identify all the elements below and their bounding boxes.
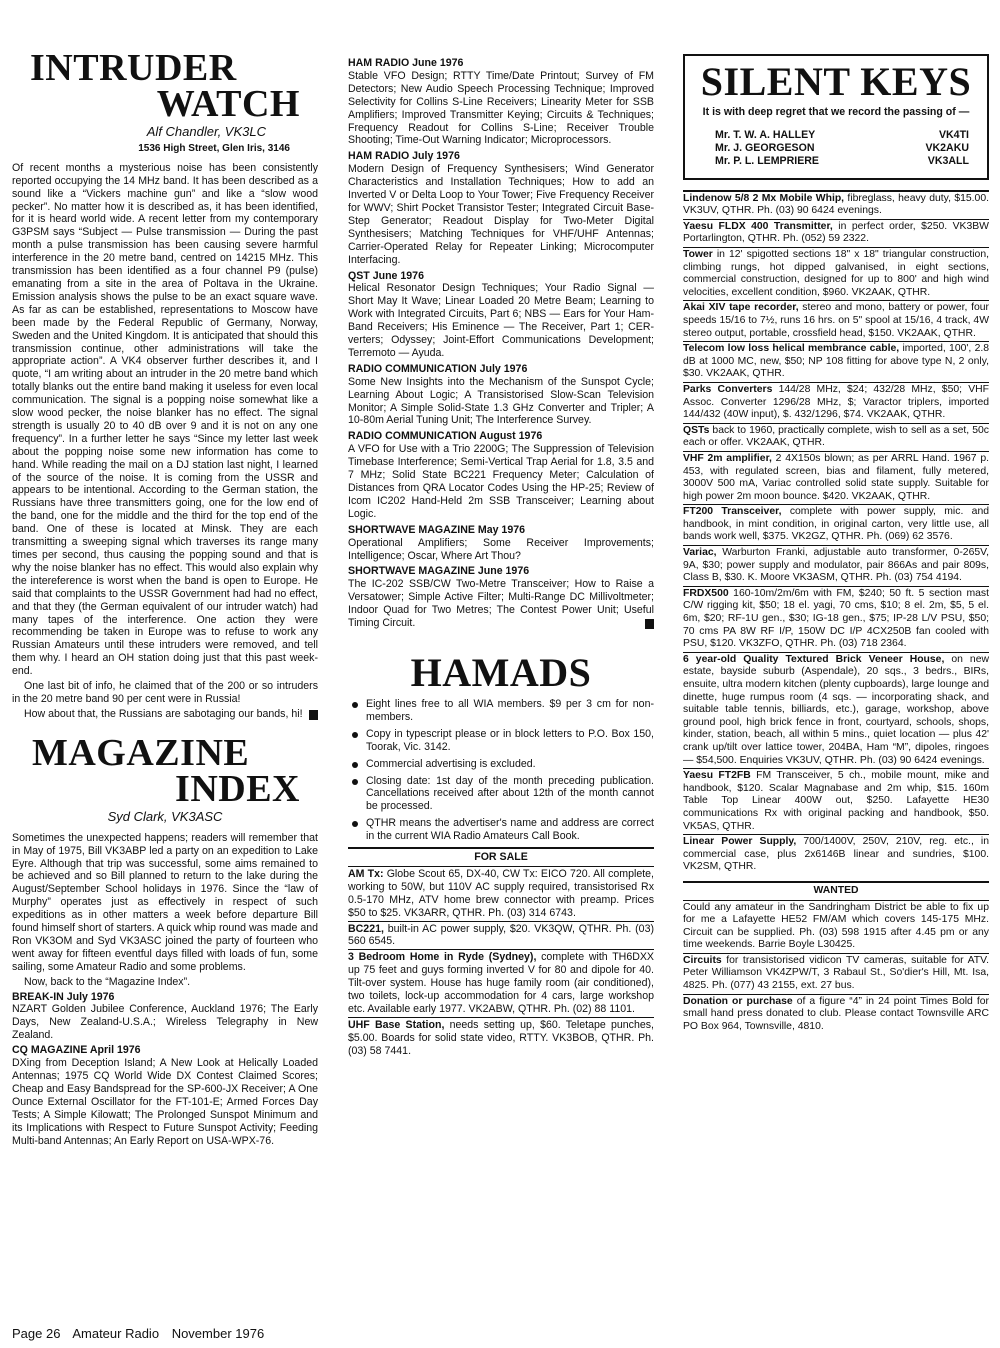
index-entry-text: Operational Amplifiers; Some Receiver Improvements; Intelligence; Oscar, Where Art Thou? [348, 536, 654, 562]
index-entry-heading: CQ MAGAZINE April 1976 [12, 1044, 141, 1057]
index-entry-text: DXing from Deception Island; A New Look at Helically Loaded Antennas; 1975 CQ World Wide DX Contest Claimed Scores; Cheap and Easy Bandspread for the SP-600-JX Receiver; A One Ounce External Oscillator for the FT-101-E; Armed Forces Day Tests; A Simple Kilowatt; The Prolonged Sunspot Minimum and its Implications with Respect to Future Sunspot Activity; Feeding Multi-band Antennas; An Early Report on USA-WPX-76. [12, 1057, 318, 1147]
index-entry-text: A VFO for Use with a Trio 2200G; The Suppression of Television Timebase Interference; Semi-Vertical Trap Aerial for 1.8, 3.5 and 7 MHz; Solid State BC221 Frequency Meter; Calculation of Distances from QRA Locator Codes Using the HP-25; Review of Icom IC202 Hand-Held 2m SSB Transceiver; Learning about Logic. [348, 443, 654, 520]
classified-ad [683, 586, 989, 652]
wanted-ad [683, 994, 989, 1035]
footer-page-number: Page 26 [12, 1326, 61, 1341]
ad-lead: Linear Power Supply, [683, 836, 797, 848]
silent-key-entry [695, 155, 977, 168]
magazine-index-continued [348, 57, 654, 630]
index-entry-heading: QST June 1976 [348, 269, 424, 282]
index-entry-text: Helical Resonator Design Techniques; Your Radio Signal — Short May It Wave; Linear Loaded 20 Metre Beam; Learning to Work with Integrated Circuits, Part 6; NBS — Ears for Your Ham-Band Receivers; His Eminence — The Receiver, Part 1; CER-verters; Odyssey; Joint-Effort Communications Development; Terremoto — Ayuda. [348, 282, 654, 359]
magazine-index-intro: Sometimes the unexpected happens; readers will remember that in May of 1975, Bill VK3ABP led a party on an expedition to Lake Eyre. Although that trip was successful, some aims remained to be achieved and so Bill planned to return to the lake during the August/September School holidays in 1976. Since the “law of Murphy” operates just as effectively in respect of such expeditions as in other matters a week before departure Bill found himself short of starters. A quick whip round was made and Ron VK3OM and Syd VK3ASC joined the party of fourteen who went away for fifteen eventful days filled with loads of fun, some sailing, some Amateur Radio and some problems. [12, 831, 318, 973]
ad-lead: Circuits [683, 954, 722, 966]
classified-ad [348, 1017, 654, 1059]
intruder-paragraph-2: One last bit of info, he claimed that of the 200 or so intruders in the 20 metre band 90 per cent were in Russia! [12, 680, 318, 705]
silent-key-entry [695, 142, 977, 155]
index-entry-heading: RADIO COMMUNICATION July 1976 [348, 362, 528, 375]
ad-text: 160-10m/2m/6m with FM, $240; 50 ft. 5 section mast C/W rigging kit, $50; 18 el. yagi, 70 cms, $10; 8 el. 2m, $5, 5 el. 6m, $20; RF-1U gen., $30; IG-18 gen., $75; IP-28 L/V PSU, $50; 70 cms PA 8W RF I/P, 150W DC I/P 4CX250B fan cooled with PSU, $120. VK3ZFO, QTHR. Ph. (03) 718 2364. [683, 587, 989, 650]
wanted-ad [683, 953, 989, 994]
classified-ad [348, 867, 654, 921]
silent-keys-box [683, 54, 989, 180]
classified-ad [683, 341, 989, 382]
classified-ad [683, 504, 989, 545]
ad-text: needs setting up, $60. Teletape punches, $5.00. Boards for solid state video, RTTY. VK3BOB, QTHR. Ph. (03) 58 7441. [348, 1018, 655, 1057]
footer-issue-date: November 1976 [171, 1326, 265, 1341]
silent-key-entry [695, 129, 977, 142]
index-entry-heading: RADIO COMMUNICATION August 1976 [348, 430, 543, 443]
ad-lead: Lindenow 5/8 2 Mx Mobile Whip, [683, 192, 845, 204]
classified-ad [683, 451, 989, 504]
ad-text: in 12' spigotted sections 18" x 18" triangular construction, climbing rungs, hot dipped galvanised, in eight sections, commercial construction, designed for up to 800' and high wind velocities, excellent condition, $960. VK2AAK, QTHR. [683, 249, 989, 298]
ad-text: for transistorised vidicon TV cameras, suitable for ATV. Peter Williamson VK4ZPW/T, 3 Rabaul St., So'dier's Hill, Mt. Isa, 4825. Ph. (077) 43 2155, ext. 27 bus. [683, 954, 989, 992]
end-of-article-mark [309, 710, 318, 720]
classified-ad [348, 949, 654, 1017]
ad-text: Globe Scout 65, DX-40, CW Tx: EICO 720. All complete, working to 50W, but 110V AC supply required, transistorised Rx 0.5-170 MHz, ATV home brew connector with preamp. Prices $50 to $25. VK3ARR, QTHR. Ph. (03) 314 6743. [348, 867, 654, 919]
classified-ad [683, 247, 989, 300]
ad-lead: Parks Converters [683, 383, 773, 395]
ad-lead: Variac, [683, 547, 717, 559]
page-footer [12, 1326, 273, 1341]
index-entry-text: NZART Golden Jubilee Conference, Auckland 1976; The Early Days, New Zealand-U.S.A.; Wireless Telegraphy in New Zealand. [12, 1003, 318, 1042]
magazine-index-author: Syd Clark, VK3ASC [107, 808, 223, 824]
silent-key-name: Mr. P. L. LEMPRIERE [715, 154, 819, 167]
ad-lead: BC221, [348, 922, 384, 935]
classified-ad [683, 652, 989, 768]
classified-ad [348, 921, 654, 950]
end-of-article-mark [645, 619, 654, 629]
index-entry-text: Modern Design of Frequency Synthesisers; Wind Generator Characteristics and Installation Techniques; How to add an Inverted V or Delta Loop to Your Tower; Five Frequency Receiver for WWV; Shirt Pocket Transistor Tester; Integrated Circuit Base-Step Generator; Readout Display for Two-Meter Digital Synthesisers; Matching Techniques for VHF/UHF Antennas; Carrier-Operated Relay for Repeater Linking; Microcomputer Interfacing. [348, 163, 654, 266]
classified-ad [683, 423, 989, 451]
classified-ad [683, 768, 989, 834]
ad-lead: 3 Bedroom Home in Ryde (Sydney), [348, 951, 537, 964]
ad-lead: FT200 Transceiver, [683, 506, 782, 518]
ad-text: Warburton Franki, adjustable auto transformer, 0-265V, 9A, $30; power supply and modulator, pair 866As and pair 809s, Class B, $30. K. Moore VK3ASM, QTHR. Ph. (03) 754 4194. [683, 547, 989, 584]
silent-key-callsign: VK2AKU [925, 141, 969, 154]
ad-text: 144/28 MHz, $24; 432/28 MHz, $50; VHF Assoc. Converter 1296/28 MHz, $; Varactor triplers, imported 144/432 (40W input), $. 432/1296, $74. VK2AAK, QTHR. [683, 383, 990, 421]
ad-text: imported, 100', 2.8 dB at 1000 MC, new, $50; NP 108 fitting for above type N, 2 only, $30. VK2AAK, QTHR. [683, 343, 990, 380]
ad-lead: Telecom low loss helical membrance cable, [683, 343, 900, 355]
classified-ad [683, 219, 989, 247]
magazine-index-article [12, 731, 318, 1148]
for-sale-ads-right [683, 190, 989, 1035]
index-entry-heading: SHORTWAVE MAGAZINE June 1976 [348, 565, 530, 578]
silent-key-name: Mr. T. W. A. HALLEY [715, 128, 816, 141]
silent-key-callsign: VK4TI [938, 128, 969, 141]
intruder-closing-text: How about that, the Russians are sabotaging our bands, hi! [24, 707, 303, 720]
ad-text: built-in AC power supply, $20. VK3QW, QTHR. Ph. (03) 560 6545. [348, 922, 654, 948]
index-entry-heading: BREAK-IN July 1976 [12, 990, 115, 1003]
ad-text: FM Transceiver, 5 ch., mobile mount, mike and handbook, $120. Scalar Magnabase and 2m whip, $15. 160m Table Top Linear 400W out, $250. Lafayette HE30 communications Rx with original packing and handbook, $50. VK5AS, QTHR. [683, 770, 989, 832]
ad-lead: Yaesu FT2FB [683, 770, 751, 782]
index-entry-text: Some New Insights into the Mechanism of the Sunspot Cycle; Learning About Logic; A Transistorised Slow-Scan Television Monitor; A Simple Solid-State 1.3 GHz Converter and Tripler; A 10-80m Aerial Tuning Unit; The Interference Survey. [348, 375, 654, 427]
intruder-address: 1536 High Street, Glen Iris, 3146 [138, 142, 290, 154]
intruder-watch-article [12, 47, 318, 721]
ad-lead: FRDX500 [683, 587, 729, 599]
intruder-paragraph-1: Of recent months a mysterious noise has been consistently reported occupying the 14 MHz band. It has been described as a sound like a “Vickers machine gun” and like a “slow wood pecker”. No matter how it is described as, it has been identified, for it is heard world wide. A recent letter from my contemporary G3PSM says “Subject — Pulse transmission — During the past month a pulse transmission has been causing severe harmful interference in the 20 metre band, centred on 14215 MHz. This transmission has been identified as a four channel P9 (pulse) emanating from a site in the area of Poltava in the Ukraine. Emission analysis shows the pulse to be an exact square wave. As far as can be established, representations to Moscow have been made by the Federal Republic of Germany, Norway, Sweden and the United Kingdom. It is anticipated that should this transmission continue, other administrations will take the appropriate action”. A VK4 observer further describes it, and I quote, “I am writing about an intruder in the 20 metre band which totally blanks out the entire band making it useless for even local communication. The signal is a popping noise somewhat like a slow wood pecker, the noise blanker has no effect. The signal strength is usually 20 to 40 dB over 9 and it is not on any one frequency”. In a further letter he says “Since my letter last week about the popping noise some new information has come to hand. While reading the mail on a DJ station last night, I learned of the source of the noise. It is coming from the USSR and appears to be intentional. According to the German station, the Russians have three transmitters going, one for the low end of the band, one for the middle and the third for the top end of the band. One of these is located at Minsk. They are each transmitting a sweeping signal which traverses its range many times per second, thus causing the popping sound and that is why the noise blanker has no effect. This would also explain why the intereference is worst when the band is open to Europe. He said that complaints to the USSR Government had had no effect, and that they (the German equivalent of our intruder watch) had many tapes of the interference. One action they were recommending be taken in Europe was to refuse to work any Russian Amateurs until these intruders were removed, and tell them why. I heard an OH station doing just that this past week-end. [12, 161, 318, 678]
ad-lead: 6 year-old Quality Textured Brick Veneer House, [683, 653, 945, 665]
magazine-index-intro-2: Now, back to the “Magazine Index”. [24, 975, 191, 988]
magazine-index-title-line2: INDEX [175, 767, 300, 810]
hamads-rule: Copy in typescript please or in block letters to P.O. Box 150, Toorak, Vic. 3142. [348, 728, 654, 754]
magazine-index-title-line1: MAGAZINE [32, 731, 250, 774]
hamads-rule: QTHR means the advertiser's name and address are correct in the current WIA Radio Amateurs Call Book. [348, 817, 654, 843]
silent-key-name: Mr. J. GEORGESON [715, 141, 815, 154]
wanted-heading: WANTED [683, 881, 989, 901]
intruder-title-line1: INTRUDER [30, 47, 237, 89]
ad-text: 700/1400V, 250V, 210V, reg. etc., in commercial case, plus 2x6146B linear and sundries, $100. VK2SM, QTHR. [683, 836, 989, 873]
ad-lead: UHF Base Station, [348, 1018, 445, 1031]
hamads-rule: Eight lines free to all WIA members. $9 per 3 cm for non-members. [348, 698, 654, 724]
ad-text: complete with TH6DXX up 75 feet and guys forming inverted V for 80 and dipole for 40. Tilt-over system. House has huge family room (air conditioned), two toilets, lock-up accommodation for 4 cars, large workshop etc. Available early 1977. VK2ABW, QTHR. Ph. (02) 88 1101. [348, 951, 655, 1015]
column-right [683, 54, 989, 1034]
ad-text: back to 1960, practically complete, wish to sell as a set, 50c each or offer. VK2AAK, QTHR. [683, 424, 989, 449]
ad-text: on new estate, bayside suburb (Aspendale), 20 sqs., 3 bedrs., BIRs, ensuite, ultra modern kitchen (plenty cupboards), large lounge and dinette, huge rumpus room (4 sqs. — incorporating shack, and suitable table tennis, billiards, etc.), garage, workshop, above ground pool, high brick fence in front, courtyard, schools, shops, kinder, station, beach, all within 5 mins., quiet location — plus 42' crank up/tilt over lattice tower, 204BA, Ham “M”, dipoles, ringoes — $54,500. Enquiries VK3UV, QTHR. Ph. (03) 90 6424 evenings. [683, 653, 989, 766]
hamads-rules-list [348, 698, 654, 843]
ad-lead: VHF 2m amplifier, [683, 452, 772, 464]
silent-keys-title: SILENT KEYS [700, 59, 972, 104]
ad-lead: AM Tx: [348, 867, 384, 880]
ad-text: complete with power supply, mic. and handbook, in mint condition, in original carton, very little use, all bands work well, $375. VK2GZ, QTHR. Ph. (069) 62 3576. [683, 506, 990, 543]
classified-ad [683, 382, 989, 423]
for-sale-ads-middle [348, 867, 654, 1059]
ad-text: of a figure “4” in 24 point Times Bold for small hand press donated to club. Please contact Townsville ARC PO Box 964, Townsville, 4810. [683, 995, 989, 1032]
index-entry-heading: HAM RADIO June 1976 [348, 57, 464, 69]
classified-ad [683, 834, 989, 875]
index-entry-text: Stable VFO Design; RTTY Time/Date Printout; Survey of FM Detectors; New Audio Speech Processing Technique; Improved Selectivity for Collins S-Line Receivers; Linearity Meter for SSB Amplifiers; Improved Transmitter Keying; Circuits & Techniques; Frequency Readout for Collins S-Line; Receiver Trouble Shooting; Time-Out Warning Indicator; Microprocessors. [348, 69, 654, 147]
ad-text: Could any amateur in the Sandringham District be able to fix up for me a Lafayette HE52 FM/AM which covers 145-175 MHz. Circuit can be supplied. Ph. (03) 598 1915 after 4.45 pm or any time weekends. Barrie Boyle L30425. [683, 901, 989, 951]
hamads-rule: Closing date: 1st day of the month preceding publication. Cancellations received after about 12th of the month cannot be processed. [348, 775, 654, 814]
intruder-author: Alf Chandler, VK3LC [146, 124, 266, 139]
ad-text: fibreglass, heavy duty, $15.00. VK3UV, QTHR. Ph. (03) 90 6424 evenings. [683, 192, 989, 217]
wanted-ad [683, 901, 989, 953]
ad-lead: Akai XIV tape recorder, [683, 302, 799, 314]
column-left [12, 47, 318, 1149]
classified-ad [683, 545, 989, 586]
ad-text: 2 4X150s blown; as per ARRL Hand. 1967 p. 453, with regulated screen, bias and filament, fully metered, 3000V 500 mA, Variac controlled solid state supply. Suitable for high power 2m moon bounce. $420. VK2AAK, QTHR. [683, 452, 989, 502]
footer-magazine-name: Amateur Radio [72, 1326, 160, 1341]
column-middle [348, 54, 654, 1059]
silent-key-callsign: VK3ALL [927, 154, 969, 167]
silent-keys-intro: It is with deep regret that we record the passing of — [702, 106, 970, 118]
ad-text: in perfect order, $250. VK3BW Portarlington, QTHR. Ph. (052) 59 2322. [683, 220, 989, 245]
intruder-paragraph-3 [12, 708, 318, 721]
index-entry-heading: SHORTWAVE MAGAZINE May 1976 [348, 523, 525, 536]
ad-lead: QSTs [683, 424, 710, 436]
hamads-section [348, 649, 655, 1059]
classified-ad [683, 190, 989, 219]
index-entry-text-body: The IC-202 SSB/CW Two-Metre Transceiver; How to Raise a Versatower; Simple Active Filter; Multi-Range DC Millivoltmeter; Indoor Quad for Two Metres; The Contest Power Unit; Useful Timing Circuit. [348, 578, 654, 630]
index-entry-text [348, 578, 654, 630]
hamads-rule: Commercial advertising is excluded. [348, 758, 654, 771]
index-entry-heading: HAM RADIO July 1976 [348, 150, 460, 163]
for-sale-heading: FOR SALE [348, 847, 654, 867]
ad-lead: Yaesu FLDX 400 Transmitter, [683, 220, 833, 232]
ad-lead: Tower [683, 249, 713, 260]
intruder-title-line2: WATCH [156, 83, 300, 125]
ad-lead: Donation or purchase [683, 995, 793, 1007]
classified-ad [683, 300, 989, 341]
hamads-title: HAMADS [410, 649, 592, 695]
ad-text: stereo and mono, battery or power, four speeds 15/16 to 7½, runs 16 hrs. on 5" spool at 15/16, 4 track, 4W stereo output, portable, crossfield head, $150. VK2AAK, QTHR. [683, 302, 989, 339]
